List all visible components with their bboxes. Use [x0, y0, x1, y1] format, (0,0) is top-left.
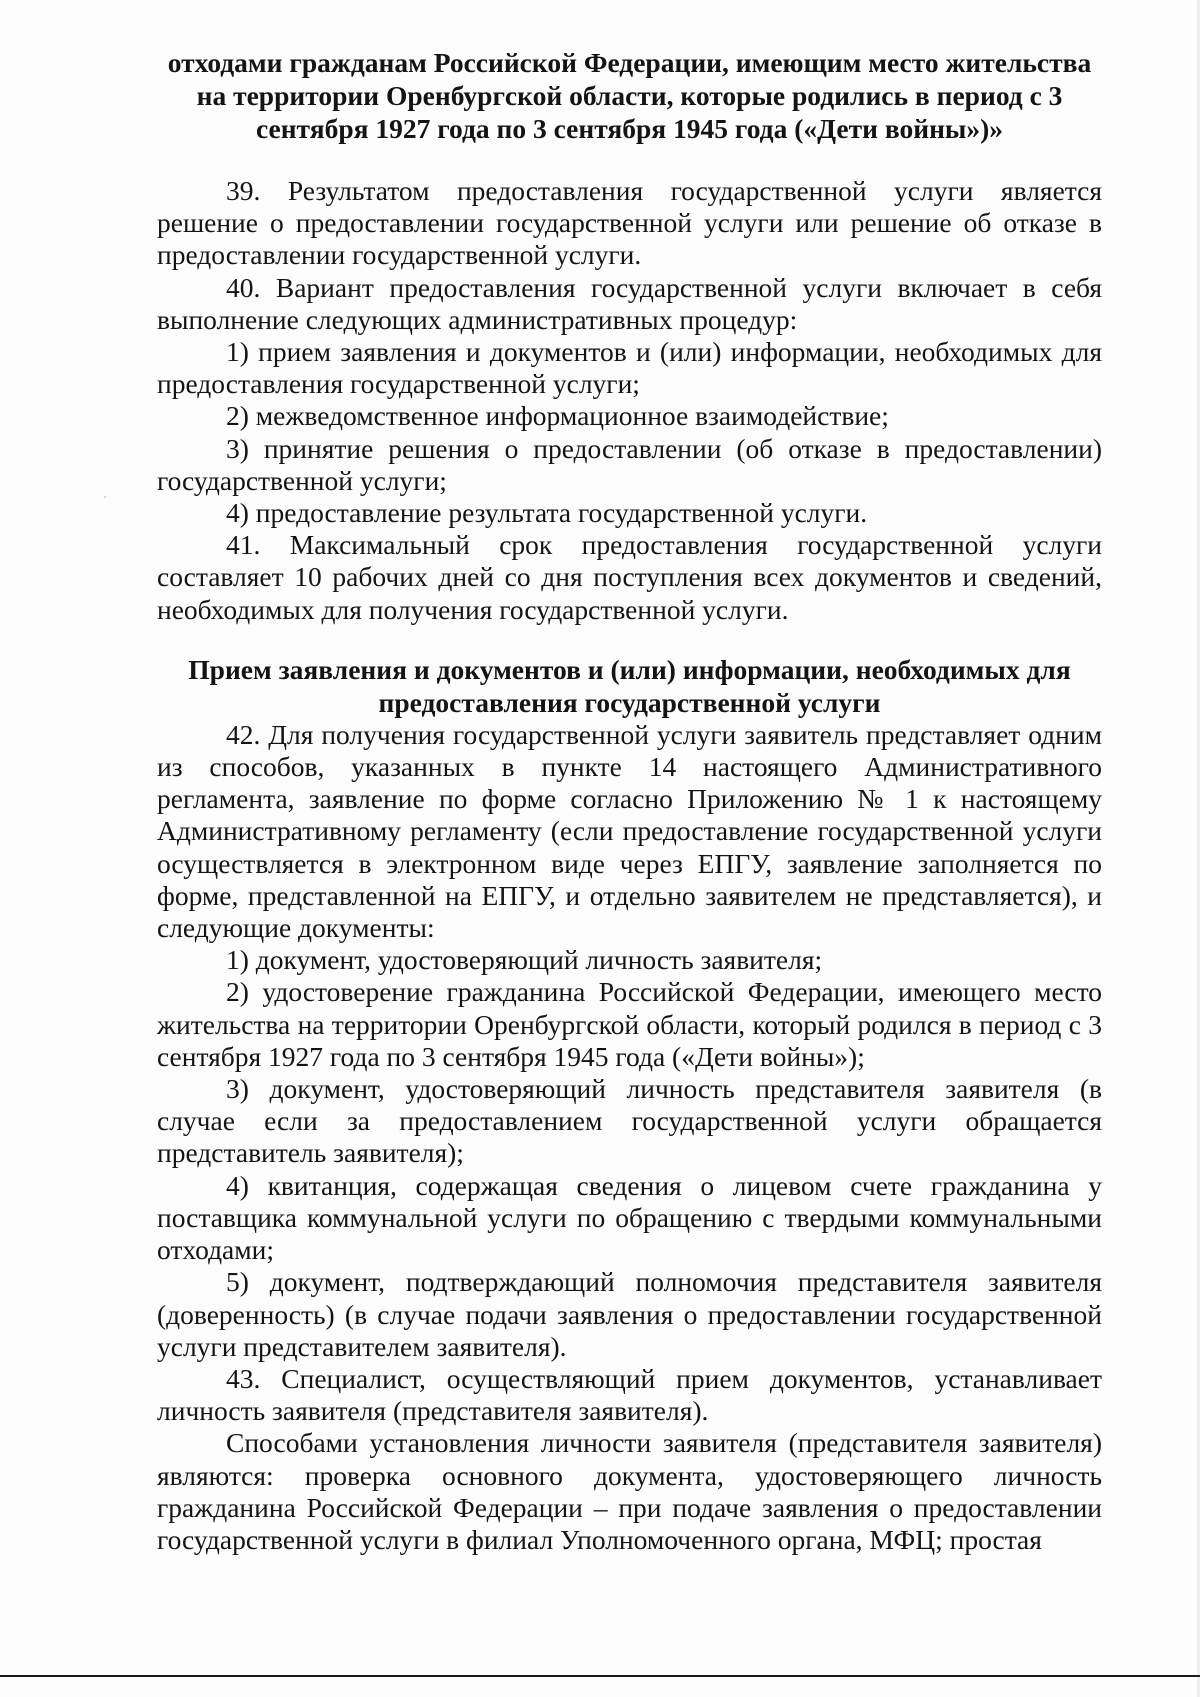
paragraph-identity-methods: Способами установления личности заявителя (представителя заявителя) являются: проверка основного документа, удостоверяющего личность гражданина Российской Федерации – при подаче заявления о предоставлении государственной услуги в филиал Уполномоченного органа, МФЦ; простая [157, 1427, 1102, 1555]
list-item-40-3: 3) принятие решения о предоставлении (об отказе в предоставлении) государственной услуги; [157, 432, 1102, 496]
list-item-40-2: 2) межведомственное информационное взаимодействие; [226, 400, 889, 432]
paragraph-43: 43. Специалист, осуществляющий прием документов, устанавливает личность заявителя (представителя заявителя). [157, 1362, 1102, 1427]
scan-speck [104, 496, 106, 498]
document-content [157, 46, 1102, 1556]
paragraph-group-2 [157, 719, 1102, 1556]
list-item-42-4: 4) квитанция, содержащая сведения о лицевом счете гражданина у поставщика коммунальной услуги по обращению с твердыми коммунальными отходами; [157, 1169, 1102, 1266]
scan-bottom-edge [0, 1675, 1200, 1677]
list-item-40-4: 4) предоставление результата государственной услуги. [226, 497, 868, 529]
list-item-42-1: 1) документ, удостоверяющий личность заявителя; [226, 944, 823, 976]
paragraph-40: 40. Вариант предоставления государственной услуги включает в себя выполнение следующих административных процедур: [157, 271, 1102, 335]
list-item-42-3: 3) документ, удостоверяющий личность представителя заявителя (в случае если за предоставлением государственной услуги обращается представитель заявителя); [157, 1073, 1102, 1169]
paragraph-41: 41. Максимальный срок предоставления государственной услуги составляет 10 рабочих дней со дня поступления всех документов и сведений, необходимых для получения государственной услуги. [157, 529, 1102, 625]
list-item-40-1: 1) прием заявления и документов и (или) информации, необходимых для предоставления государственной услуги; [157, 336, 1102, 400]
paragraph-42: 42. Для получения государственной услуги заявитель представляет одним из способов, указанных в пункте 14 настоящего Административного регламента, заявление по форме согласно Приложению № 1 к настоящему Административному регламенту (если предоставление государственной услуги осуществляется в электронном виде через ЕПГУ, заявление заполняется по форме, представленной на ЕПГУ, и отдельно заявителем не представляется), и следующие документы: [157, 718, 1102, 944]
heading-top: отходами гражданам Российской Федерации, имеющим место жительства на территории Оренбургской области, которые родились в период с 3 сентября 1927 года по 3 сентября 1945 года («Дети войны»)» [167, 47, 1092, 144]
paragraph-group-1 [157, 175, 1102, 626]
section-heading: Прием заявления и документов и (или) информации, необходимых для предоставления государственной услуги [188, 653, 1071, 718]
list-item-42-2: 2) удостоверение гражданина Российской Федерации, имеющего место жительства на территории Оренбургской области, который родился в период с 3 сентября 1927 года по 3 сентября 1945 года («Дети войны»); [157, 976, 1102, 1072]
paragraph-39: 39. Результатом предоставления государственной услуги является решение о предоставлении государственной услуги или решение об отказе в предоставлении государственной услуги. [157, 175, 1102, 271]
list-item-42-5: 5) документ, подтверждающий полномочия представителя заявителя (доверенность) (в случае подачи заявления о предоставлении государственной услуги представителем заявителя). [157, 1266, 1102, 1362]
